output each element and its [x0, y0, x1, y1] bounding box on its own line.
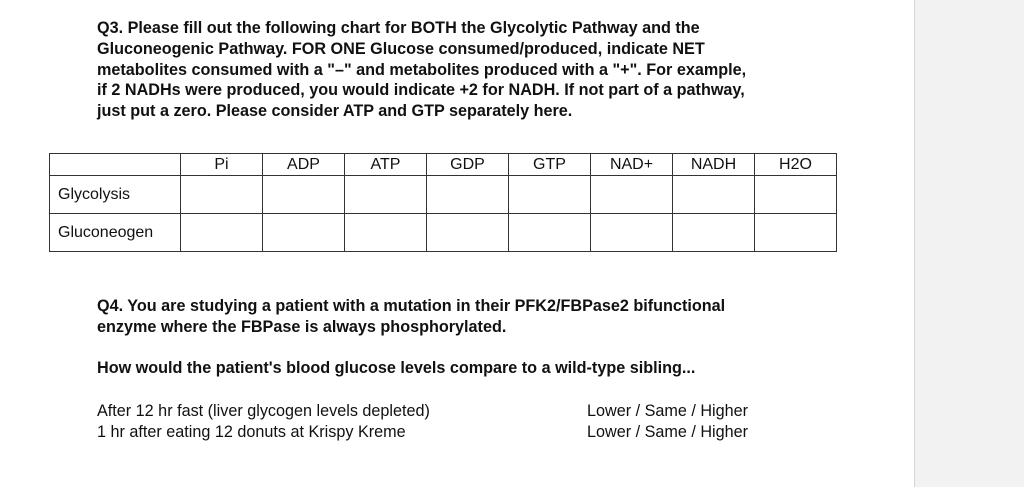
side-panel: [914, 0, 1024, 487]
answer-choices[interactable]: Lower / Same / Higher: [587, 402, 749, 420]
header-cell-pi: Pi: [181, 154, 263, 176]
header-cell-blank: [50, 154, 181, 176]
scenario-text: 1 hr after eating 12 donuts at Krispy Kreme: [97, 423, 406, 441]
table-row-glycolysis: [50, 176, 837, 214]
q3-line: just put a zero. Please consider ATP and GTP separately here.: [97, 102, 573, 121]
metabolite-chart: [49, 153, 837, 252]
answer-cell[interactable]: [673, 214, 755, 252]
answer-cell[interactable]: [755, 176, 837, 214]
row-label-glycolysis: Glycolysis: [50, 176, 181, 214]
answer-cell[interactable]: [673, 176, 755, 214]
q3-prompt: [97, 18, 847, 122]
answer-cell[interactable]: [591, 214, 673, 252]
answer-cell[interactable]: [263, 176, 345, 214]
q4-line: Q4. You are studying a patient with a mutation in their PFK2/FBPase2 bifunctional: [97, 297, 726, 315]
q4-line: enzyme where the FBPase is always phosphorylated.: [97, 318, 507, 336]
answer-cell[interactable]: [345, 176, 427, 214]
q3-line: if 2 NADHs were produced, you would indicate +2 for NADH. If not part of a pathway,: [97, 81, 745, 100]
table-row-gluconeogenesis: [50, 214, 837, 252]
header-cell-h2o: H2O: [755, 154, 837, 176]
answer-cell[interactable]: [509, 214, 591, 252]
header-cell-nadh: NADH: [673, 154, 755, 176]
q3-line: metabolites consumed with a "–" and metabolites produced with a "+". For example,: [97, 60, 747, 79]
header-cell-gdp: GDP: [427, 154, 509, 176]
answer-cell[interactable]: [263, 214, 345, 252]
header-cell-gtp: GTP: [509, 154, 591, 176]
row-label-gluconeogenesis: Gluconeogen: [50, 214, 181, 252]
q4-answer-list: [97, 401, 797, 443]
answer-cell[interactable]: [181, 214, 263, 252]
q4-prompt: [97, 296, 857, 338]
answer-row-fast: [97, 401, 797, 422]
header-cell-adp: ADP: [263, 154, 345, 176]
header-cell-atp: ATP: [345, 154, 427, 176]
answer-row-donuts: [97, 422, 797, 443]
q3-line: Q3. Please fill out the following chart for BOTH the Glycolytic Pathway and the: [97, 19, 700, 37]
table-header-row: [50, 154, 837, 176]
scenario-text: After 12 hr fast (liver glycogen levels depleted): [97, 402, 430, 420]
answer-cell[interactable]: [509, 176, 591, 214]
answer-cell[interactable]: [345, 214, 427, 252]
answer-cell[interactable]: [755, 214, 837, 252]
q4-question: How would the patient's blood glucose levels compare to a wild-type sibling...: [97, 359, 696, 377]
header-cell-nad-plus: NAD+: [591, 154, 673, 176]
answer-cell[interactable]: [591, 176, 673, 214]
answer-cell[interactable]: [181, 176, 263, 214]
answer-cell[interactable]: [427, 176, 509, 214]
answer-choices[interactable]: Lower / Same / Higher: [587, 423, 749, 441]
answer-cell[interactable]: [427, 214, 509, 252]
q3-line: Gluconeogenic Pathway. FOR ONE Glucose consumed/produced, indicate NET: [97, 39, 705, 58]
